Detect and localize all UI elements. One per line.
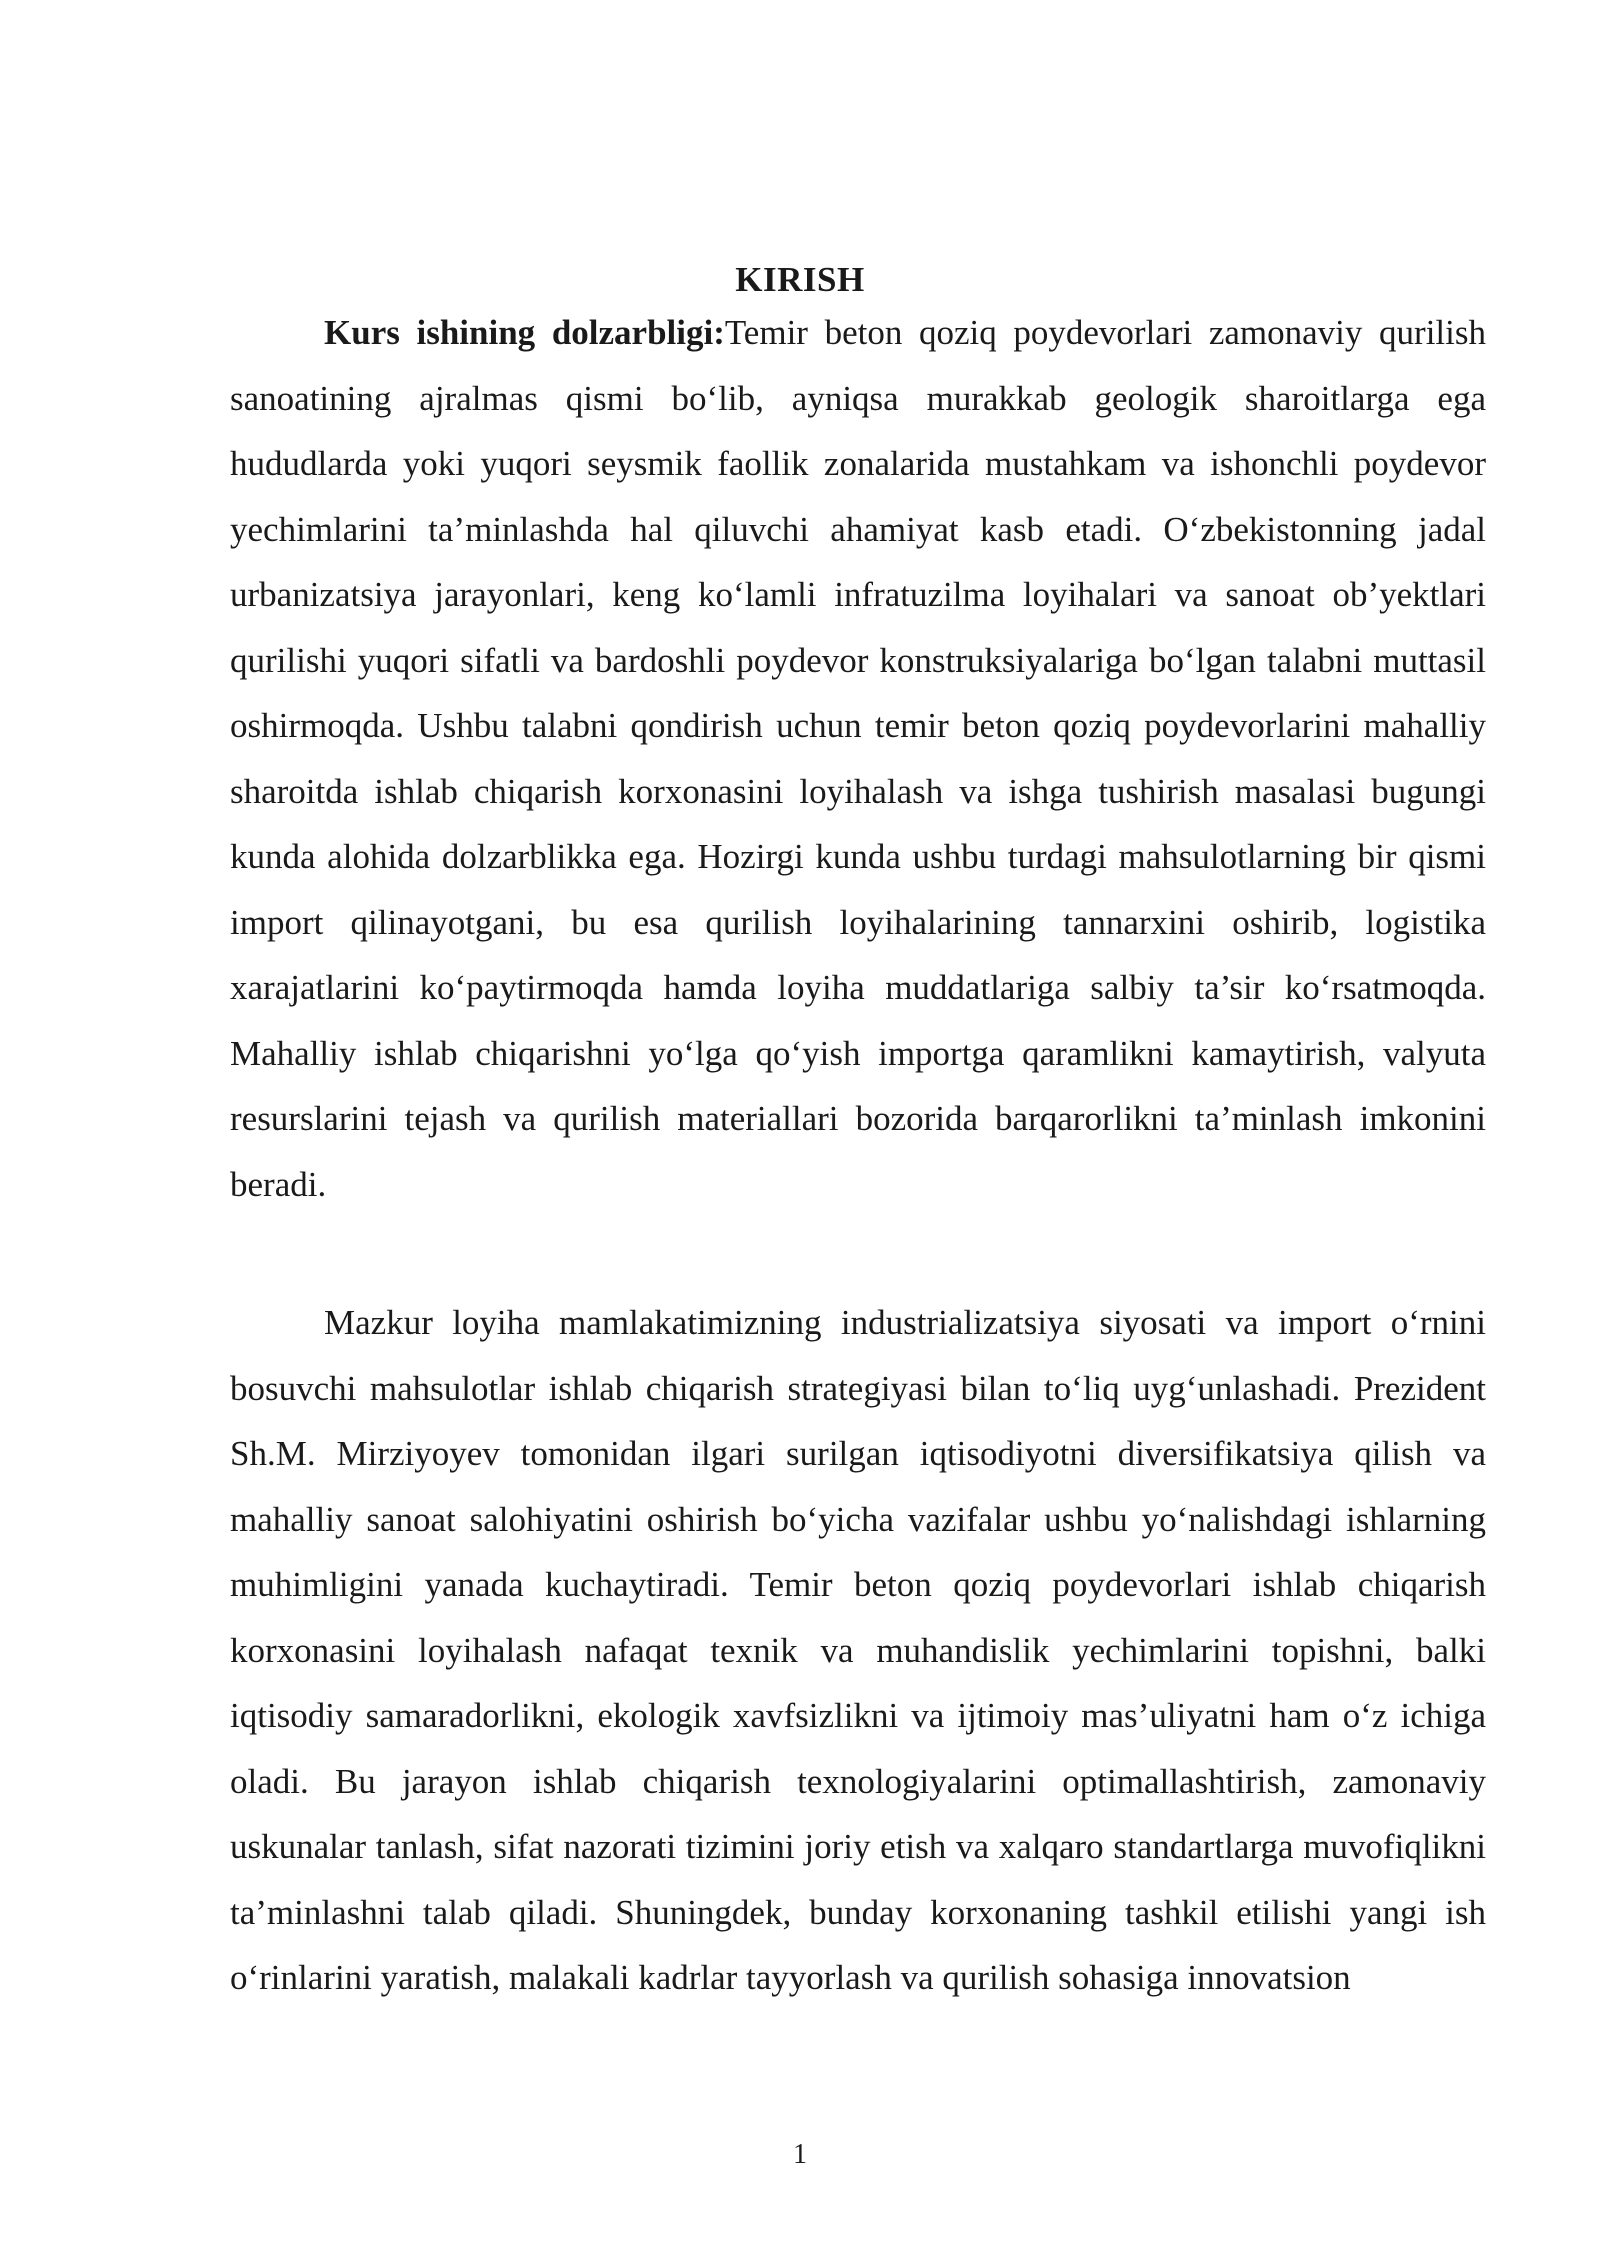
paragraph-relevance (230, 300, 1486, 1217)
paragraph-lead: Kurs ishining dolzarbligi: (324, 313, 725, 352)
page-number: 1 (793, 2139, 807, 2170)
paragraph-text: Temir beton qoziq poydevorlari zamonaviy qurilish sanoatining ajralmas qismi bo‘lib, ayniqsa murakkab geologik sharoitlarga ega hududlarda yoki yuqori seysmik faollik zonalarida mustahkam va ishonchli poydevor yechimlarini ta’minlashda hal qiluvchi ahamiyat kasb etadi. O‘zbekistonning jadal urbanizatsiya jarayonlari, keng ko‘lamli infratuzilma loyihalari va sanoat ob’yektlari qurilishi yuqori sifatli va bardoshli poydevor konstruksiyalariga bo‘lgan talabni muttasil oshirmoqda. Ushbu talabni qondirish uchun temir beton qoziq poydevorlarini mahalliy sharoitda ishlab chiqarish korxonasini loyihalash va ishga tushirish masalasi bugungi kunda alohida dolzarblikka ega. Hozirgi kunda ushbu turdagi mahsulotlarning bir qismi import qilinayotgani, bu esa qurilish loyihalarining tannarxini oshirib, logistika xarajatlarini ko‘paytirmoqda hamda loyiha muddatlariga salbiy ta’sir ko‘rsatmoqda. Mahalliy ishlab chiqarishni yo‘lga qo‘yish importga qaramlikni kamaytirish, valyuta resurslarini tejash va qurilish materiallari bozorida barqarorlikni ta’minlash imkonini beradi. (230, 313, 1486, 1204)
section-heading: KIRISH (735, 260, 865, 299)
paragraph-project (230, 1290, 1486, 2011)
paragraph-text: Mazkur loyiha mamlakatimizning industrializatsiya siyosati va import o‘rnini bosuvchi mahsulotlar ishlab chiqarish strategiyasi bilan to‘liq uyg‘unlashadi. Prezident Sh.M. Mirziyoyev tomonidan ilgari surilgan iqtisodiyotni diversifikatsiya qilish va mahalliy sanoat salohiyatini oshirish bo‘yicha vazifalar ushbu yo‘nalishdagi ishlarning muhimligini yanada kuchaytiradi. Temir beton qoziq poydevorlari ishlab chiqarish korxonasini loyihalash nafaqat texnik va muhandislik yechimlarini topishni, balki iqtisodiy samaradorlikni, ekologik xavfsizlikni va ijtimoiy mas’uliyatni ham o‘z ichiga oladi. Bu jarayon ishlab chiqarish texnologiyalarini optimallashtirish, zamonaviy uskunalar tanlash, sifat nazorati tizimini joriy etish va xalqaro standartlarga muvofiqlikni ta’minlashni talab qiladi. Shuningdek, bunday korxonaning tashkil etilishi yangi ish o‘rinlarini yaratish, malakali kadrlar tayyorlash va qurilish sohasiga innovatsion (230, 1303, 1486, 1997)
